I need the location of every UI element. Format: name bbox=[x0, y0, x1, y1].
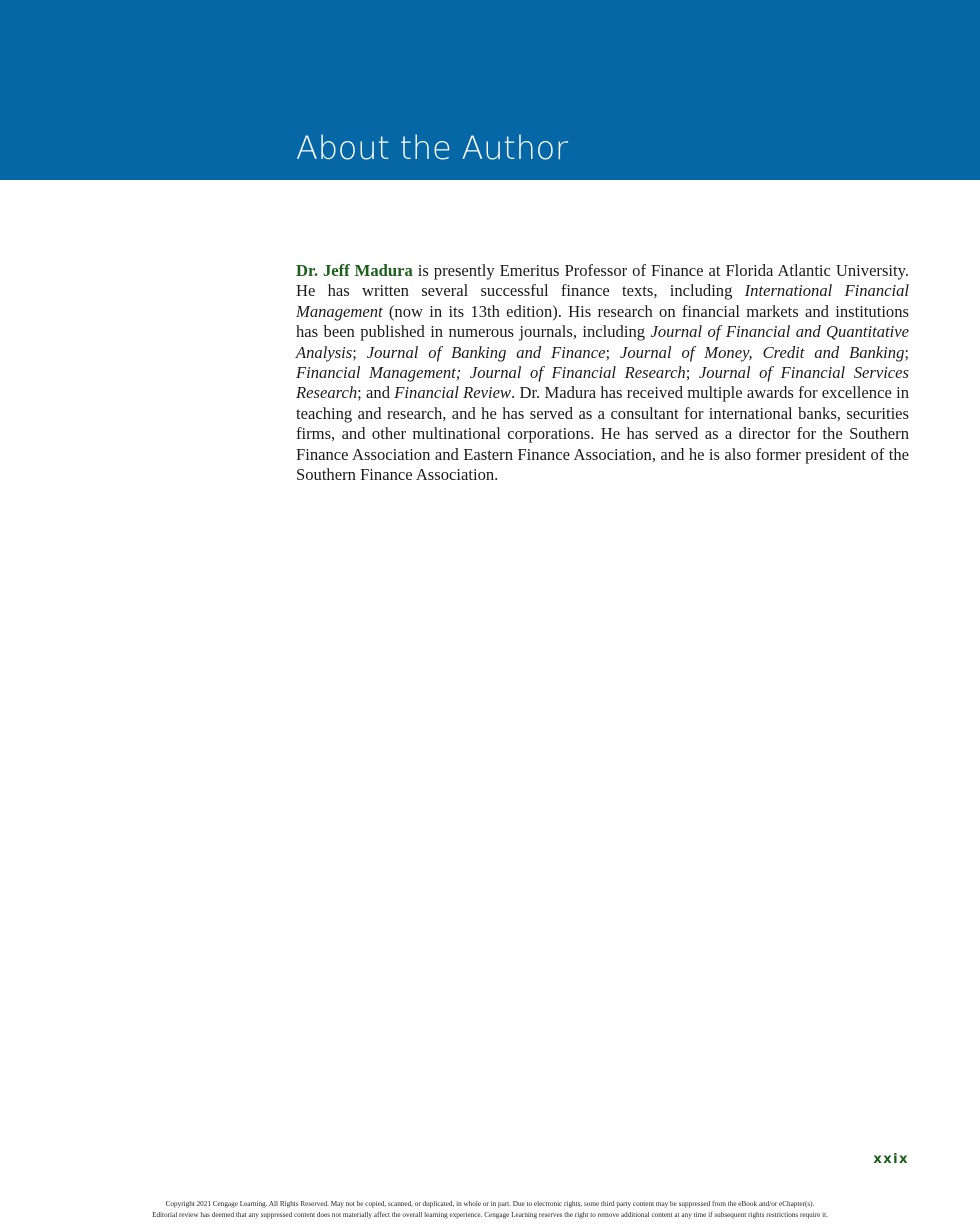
journal-title: Financial Management; Journal of Financial Research bbox=[296, 363, 686, 383]
journal-title: Journal of Financial Services Research bbox=[296, 363, 909, 403]
copyright-line: Copyright 2021 Cengage Learning. All Rights Reserved. May not be copied, scanned, or duplicated, in whole or in part. Due to electronic rights, some third party content may be suppressed from the eBook and/or eChapter(s). bbox=[165, 1200, 815, 1208]
journal-title: Journal of Money, Credit and Banking bbox=[619, 342, 905, 362]
copyright-line: Editorial review has deemed that any suppressed content does not materially affect the overall learning experience. Cengage Learning reserves the right to remove additional content at any time if subsequent rights restrictions require it. bbox=[152, 1211, 828, 1219]
copyright-notice bbox=[0, 1199, 980, 1221]
book-title: International Financial Management bbox=[296, 281, 909, 321]
header-band bbox=[0, 0, 980, 180]
journal-title: Financial Review bbox=[394, 383, 512, 403]
bio-text: (now in its 13th edition). His research on financial markets and institutions has been published in numerous journals, including bbox=[296, 301, 909, 342]
bio-separator: ; bbox=[605, 342, 620, 362]
bio-text: is presently Emeritus Professor of Finance at Florida Atlantic University. He has written several successful finance texts, including bbox=[296, 261, 910, 301]
bio-separator: ; bbox=[352, 342, 367, 362]
author-bio bbox=[296, 261, 909, 485]
page-number: xxix bbox=[873, 1152, 909, 1167]
journal-title: Journal of Financial and Quantitative Analysis bbox=[296, 322, 909, 362]
journal-title: Journal of Banking and Finance bbox=[366, 342, 606, 362]
bio-separator: ; bbox=[685, 363, 699, 383]
bio-separator: ; bbox=[904, 342, 909, 362]
author-name: Dr. Jeff Madura bbox=[296, 261, 413, 280]
bio-text: ; and bbox=[357, 383, 395, 403]
bio-text: . Dr. Madura has received multiple awards for excellence in teaching and research, and he has served as a consultant for international banks, securities firms, and other multinational corporations. He has served as a director for the Southern Finance Association and Eastern Finance Association, and he is also former president of the Southern Finance Association. bbox=[296, 383, 910, 485]
page-title: About the Author bbox=[296, 129, 569, 167]
